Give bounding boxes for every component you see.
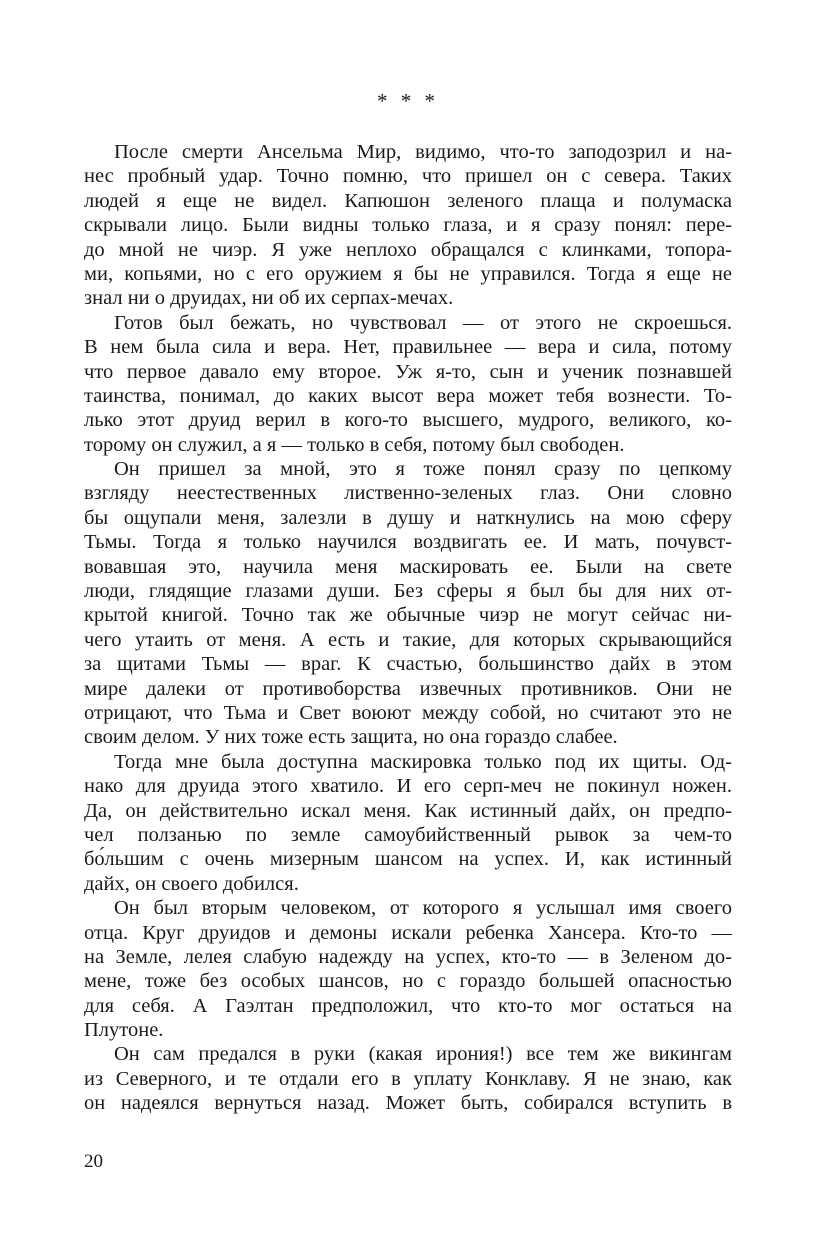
paragraph — [84, 1042, 732, 1115]
text-line: своим делом. У них тоже есть защита, но она гораздо слабее. — [84, 726, 618, 749]
body-text — [84, 140, 732, 1116]
text-line: он надеялся вернуться назад. Может быть, собирался вступить в — [84, 1092, 732, 1115]
text-line: отрицают, что Тьма и Свет воюют между собой, но считают это не — [84, 701, 732, 724]
text-line: бо́льшим с очень мизерным шансом на успех. И, как истинный — [84, 848, 732, 871]
text-line: ми, копьями, но с его оружием я бы не управился. Тогда я еще не — [84, 262, 732, 285]
text-line: за щитами Тьмы — враг. К счастью, большинство дайх в этом — [84, 653, 732, 676]
text-line: людей я еще не видел. Капюшон зеленого плаща и полумаска — [84, 189, 732, 212]
paragraph — [84, 457, 732, 750]
text-line: Он пришел за мной, это я тоже понял сразу по цепкому — [114, 458, 732, 481]
text-line: Тьмы. Тогда я только научился воздвигать ее. И мать, почувст- — [84, 531, 732, 554]
text-line: чел ползанью по земле самоубийственный рывок за чем-то — [84, 823, 732, 846]
text-line: для себя. А Гаэлтан предположил, что кто-то мог остаться на — [84, 994, 732, 1017]
text-line: на Земле, лелея слабую надежду на успех, кто-то — в Зеленом до- — [84, 945, 732, 968]
paragraph — [84, 896, 732, 1042]
text-line: Он был вторым человеком, от которого я услышал имя своего — [114, 897, 732, 920]
text-line: скрывали лицо. Были видны только глаза, и я сразу понял: пере- — [84, 214, 732, 237]
text-line: люди, глядящие глазами души. Без сферы я был бы для них от- — [84, 580, 732, 603]
text-line: В нем была сила и вера. Нет, правильнее — вера и сила, потому — [84, 336, 732, 359]
text-line: Он сам предался в руки (какая ирония!) все тем же викингам — [114, 1043, 732, 1066]
text-line: вовавшая это, научила меня маскировать ее. Были на свете — [84, 555, 732, 578]
text-line: лько этот друид верил в кого-то высшего, мудрого, великого, ко- — [84, 409, 732, 432]
text-line: таинства, понимал, до каких высот вера может тебя вознести. То- — [84, 384, 732, 407]
page-number: 20 — [84, 1151, 103, 1172]
text-line: до мной не чиэр. Я уже неплохо обращался с клинками, топора- — [84, 238, 732, 261]
text-line: отца. Круг друидов и демоны искали ребенка Хансера. Кто-то — — [84, 921, 732, 944]
text-line: мене, тоже без особых шансов, но с гораздо большей опасностью — [84, 970, 732, 993]
text-line: мире далеки от противоборства извечных противников. Они не — [84, 677, 732, 700]
text-line: бы ощупали меня, залезли в душу и наткнулись на мою сферу — [84, 506, 732, 529]
text-line: что первое давало ему второе. Уж я-то, сын и ученик познавшей — [84, 360, 732, 383]
text-line: Тогда мне была доступна маскировка только под их щиты. Од- — [114, 750, 732, 773]
text-line: крытой книгой. Точно так же обычные чиэр не могут сейчас ни- — [84, 604, 732, 627]
text-line: из Северного, и те отдали его в уплату Конклаву. Я не знаю, как — [84, 1067, 732, 1090]
text-line: знал ни о друидах, ни об их серпах-мечах. — [84, 287, 454, 310]
text-line: После смерти Ансельма Мир, видимо, что-то заподозрил и на- — [114, 141, 732, 163]
paragraph — [84, 140, 732, 311]
text-line: Плутоне. — [84, 1019, 164, 1042]
text-line: нес пробный удар. Точно помню, что пришел он с севера. Таких — [84, 165, 732, 188]
section-separator: * * * — [377, 89, 439, 113]
text-line: взгляду неестественных лиственно-зеленых глаз. Они словно — [84, 482, 732, 505]
text-line: Готов был бежать, но чувствовал — от этого не скроешься. — [114, 311, 732, 334]
paragraph — [84, 311, 732, 457]
text-line: чего утаить от меня. А есть и такие, для которых скрывающийся — [84, 628, 732, 651]
book-page — [84, 0, 732, 1240]
text-line: нако для друида этого хватило. И его серп-меч не покинул ножен. — [84, 775, 732, 798]
paragraph — [84, 750, 732, 896]
text-line: торому он служил, а я — только в себя, потому был свободен. — [84, 433, 625, 456]
text-line: дайх, он своего добился. — [84, 872, 299, 895]
text-line: Да, он действительно искал меня. Как истинный дайх, он предпо- — [84, 799, 732, 822]
